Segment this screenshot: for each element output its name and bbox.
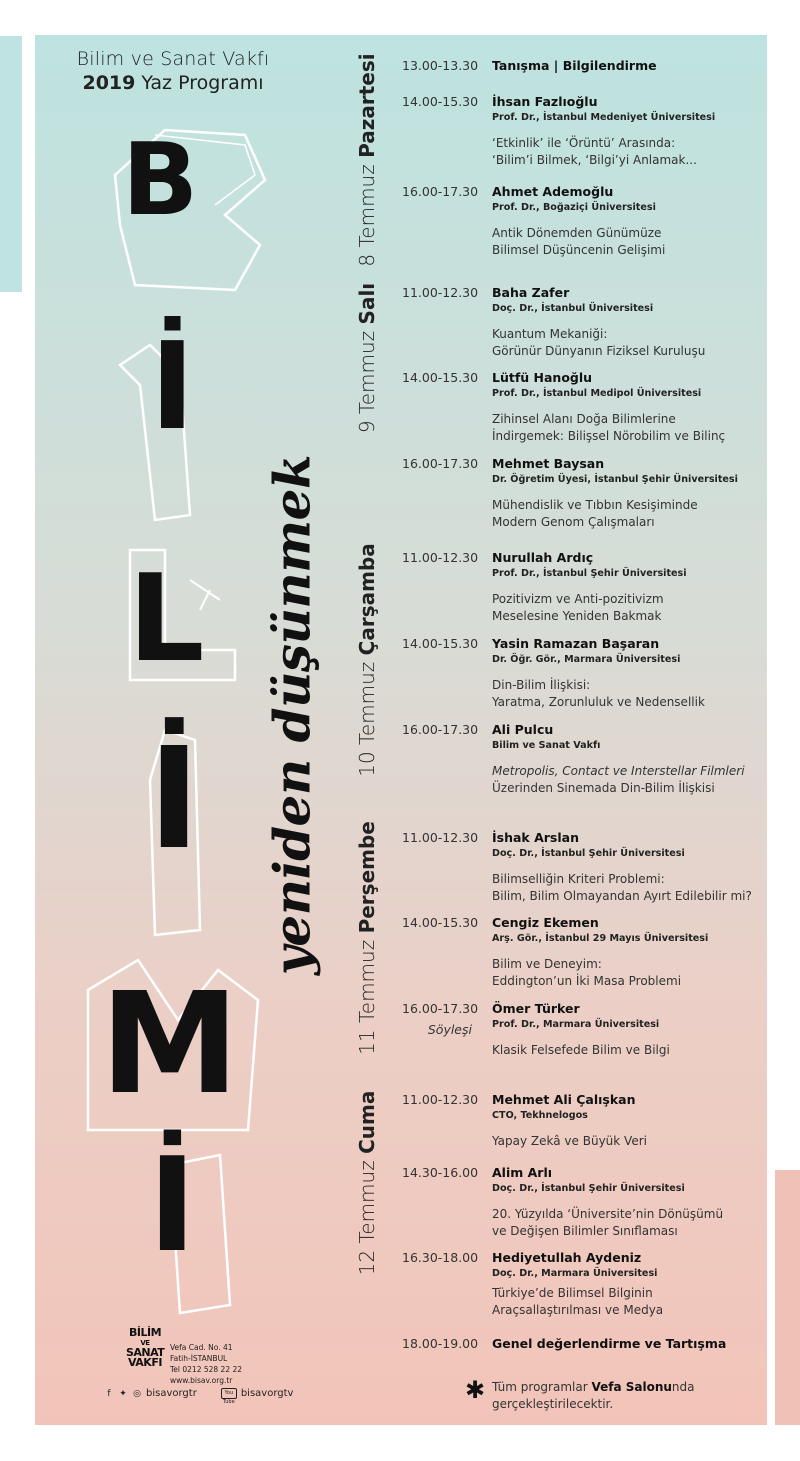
letter-m: M <box>100 963 240 1126</box>
session-item <box>492 1001 762 1059</box>
talk-title-line: Bilim, Bilim Olmayandan Ayırt Edilebilir mi? <box>492 889 752 903</box>
website-link[interactable]: www.bisav.org.tr <box>170 1376 233 1385</box>
speaker-name: Lütfü Hanoğlu <box>492 370 593 385</box>
talk-title-line: Kuantum Mekaniği: <box>492 327 608 341</box>
logo-line: BİLİM <box>128 1326 162 1339</box>
session-item <box>492 1092 762 1150</box>
speaker-affiliation: Prof. Dr., Boğaziçi Üniversitesi <box>492 202 656 213</box>
speaker-name: Baha Zafer <box>492 285 570 300</box>
talk-title: Yapay Zekâ ve Büyük Veri <box>492 1134 647 1148</box>
talk-title-line: Üzerinden Sinemada Din-Bilim İlişkisi <box>492 781 715 795</box>
talk-title-line: Meselesine Yeniden Bakmak <box>492 609 662 623</box>
speaker-name: İshak Arslan <box>492 830 579 845</box>
session-time: 14.00-15.30 <box>402 636 479 651</box>
session-item <box>492 1336 762 1351</box>
day-date: 10 Temmuz <box>355 661 379 777</box>
talk-title <box>492 135 762 169</box>
session-item <box>492 58 762 73</box>
talk-title <box>492 411 762 445</box>
day-weekday: Çarşamba <box>355 543 379 656</box>
talk-title-line: Bilimsel Düşüncenin Gelişimi <box>492 243 666 257</box>
talk-title-line: Yaratma, Zorunluluk ve Nedensellik <box>492 695 705 709</box>
instagram-icon[interactable]: ◎ <box>133 1388 141 1399</box>
left-accent-strip <box>0 36 22 292</box>
session-time: 14.30-16.00 <box>402 1165 479 1180</box>
speaker-name: Mehmet Baysan <box>492 456 605 471</box>
talk-title-line: ‘Etkinlik’ ile ‘Örüntü’ Arasında: <box>492 136 676 150</box>
facebook-icon[interactable]: f <box>107 1388 111 1399</box>
talk-title <box>492 225 762 259</box>
youtube-handle[interactable]: bisavorgtv <box>240 1388 294 1399</box>
talk-title-line: ve Değişen Bilimler Sınıflaması <box>492 1224 678 1238</box>
talk-title <box>492 956 762 990</box>
day-label-friday <box>355 1091 379 1276</box>
session-item <box>492 184 762 259</box>
speaker-name: Ahmet Ademoğlu <box>492 184 614 199</box>
talk-title: Klasik Felsefede Bilim ve Bilgi <box>492 1043 670 1057</box>
speaker-name: İhsan Fazlıoğlu <box>492 94 598 109</box>
address-line: Vefa Cad. No. 41 <box>170 1343 233 1352</box>
address-line: Fatih-İSTANBUL <box>170 1354 228 1363</box>
session-item <box>492 830 762 905</box>
letter-i1: İ <box>150 318 195 457</box>
session-time <box>402 1001 478 1037</box>
speaker-affiliation: Doç. Dr., İstanbul Şehir Üniversitesi <box>492 848 685 859</box>
talk-title-line: Bilimselliğin Kriteri Problemi: <box>492 872 665 886</box>
footnote-text: Tüm programlar <box>492 1380 592 1394</box>
talk-title <box>492 871 762 905</box>
talk-title-line: Din-Bilim İlişkisi: <box>492 678 591 692</box>
talk-title-line: 20. Yüzyılda ‘Üniversite’nin Dönüşümü <box>492 1207 724 1221</box>
session-time: 13.00-13.30 <box>402 58 479 73</box>
program-year: 2019 <box>82 72 136 94</box>
day-date: 9 Temmuz <box>355 330 379 434</box>
session-time: 11.00-12.30 <box>402 830 479 845</box>
foundation-logo <box>126 1328 164 1368</box>
session-item <box>492 456 762 531</box>
session-name: Tanışma | Bilgilendirme <box>492 58 657 73</box>
session-item <box>492 722 762 797</box>
program-header <box>48 48 298 94</box>
session-time: 16.00-17.30 <box>402 184 479 199</box>
talk-title-line: Türkiye’de Bilimsel Bilginin <box>492 1286 653 1300</box>
talk-title-line: İndirgemek: Bilişsel Nörobilim ve Bilinç <box>492 429 726 443</box>
speaker-name: Hediyetullah Aydeniz <box>492 1250 642 1265</box>
session-time: 11.00-12.30 <box>402 550 479 565</box>
session-item <box>492 1165 762 1240</box>
twitter-icon[interactable]: ✦ <box>119 1388 127 1399</box>
day-date: 11 Temmuz <box>355 939 379 1055</box>
talk-title-line: Eddington’un İki Masa Problemi <box>492 974 682 988</box>
talk-title-line: Modern Genom Çalışmaları <box>492 515 655 529</box>
talk-title <box>492 763 762 797</box>
day-date: 8 Temmuz <box>355 164 379 267</box>
session-time: 16.30-18.00 <box>402 1250 479 1265</box>
talk-title-line: Metropolis, Contact ve Interstellar Filmleri <box>492 764 745 778</box>
talk-title-line: Zihinsel Alanı Doğa Bilimlerine <box>492 412 676 426</box>
session-time: 11.00-12.30 <box>402 1092 479 1107</box>
speaker-affiliation: Prof. Dr., İstanbul Şehir Üniversitesi <box>492 568 687 579</box>
letter-i3: İ <box>148 1129 197 1281</box>
session-item <box>492 636 762 711</box>
session-item <box>492 550 762 625</box>
session-name: Genel değerlendirme ve Tartışma <box>492 1336 727 1351</box>
contact-info <box>170 1342 242 1386</box>
speaker-affiliation: Dr. Öğr. Gör., Marmara Üniversitesi <box>492 654 681 665</box>
day-weekday: Pazartesi <box>355 53 379 158</box>
speaker-affiliation: Bilim ve Sanat Vakfı <box>492 740 601 751</box>
session-time: 14.00-15.30 <box>402 94 479 109</box>
day-date: 12 Temmuz <box>355 1160 379 1276</box>
session-time: 11.00-12.30 <box>402 285 479 300</box>
tagline: yeniden düşünmek <box>262 454 322 976</box>
speaker-affiliation: Prof. Dr., İstanbul Medeniyet Üniversitesi <box>492 112 716 123</box>
speaker-affiliation: Doç. Dr., İstanbul Üniversitesi <box>492 303 654 314</box>
day-label-tuesday <box>355 283 379 433</box>
phone-number: Tel 0212 528 22 22 <box>170 1365 243 1374</box>
talk-title <box>492 677 762 711</box>
logo-line: VE <box>140 1339 150 1347</box>
right-accent-strip <box>775 1170 800 1425</box>
speaker-affiliation: Arş. Gör., İstanbul 29 Mayıs Üniversitesi <box>492 933 709 944</box>
session-item <box>492 370 762 445</box>
speaker-name: Nurullah Ardıç <box>492 550 594 565</box>
talk-title <box>492 326 762 360</box>
speaker-name: Ömer Türker <box>492 1001 580 1016</box>
venue-name: Vefa Salonu <box>591 1380 672 1394</box>
speaker-name: Yasin Ramazan Başaran <box>492 636 660 651</box>
speaker-affiliation: Prof. Dr., İstanbul Medipol Üniversitesi <box>492 388 702 399</box>
session-time: 16.00-17.30 <box>402 722 479 737</box>
talk-title-line: Bilim ve Deneyim: <box>492 957 602 971</box>
day-label-thursday <box>355 821 379 1055</box>
program-title-rest: Yaz Programı <box>141 72 264 94</box>
footnote-text: nda gerçekleştirilecektir. <box>492 1380 695 1411</box>
day-weekday: Cuma <box>355 1090 379 1154</box>
talk-title <box>492 497 762 531</box>
speaker-name: Alim Arlı <box>492 1165 553 1180</box>
talk-title <box>492 591 762 625</box>
talk-title-line: Antik Dönemden Günümüze <box>492 226 662 240</box>
logo-line: VAKFI <box>128 1356 162 1369</box>
talk-title <box>492 1206 762 1240</box>
letter-l: L <box>128 550 205 689</box>
speaker-name: Cengiz Ekemen <box>492 915 599 930</box>
speaker-affiliation: Doç. Dr., İstanbul Şehir Üniversitesi <box>492 1183 685 1194</box>
session-time-text: 16.00-17.30 <box>402 1001 479 1016</box>
program-title <box>48 72 298 94</box>
speaker-name: Mehmet Ali Çalışkan <box>492 1092 636 1107</box>
day-label-monday <box>355 53 379 266</box>
organization-name: Bilim ve Sanat Vakfı <box>76 48 270 70</box>
day-weekday: Salı <box>355 282 379 325</box>
social-handle[interactable]: bisavorgtr <box>146 1388 197 1399</box>
venue-footnote <box>492 1379 752 1413</box>
letter-b: B <box>122 121 199 238</box>
talk-title-line: Mühendislik ve Tıbbın Kesişiminde <box>492 498 698 512</box>
talk-title <box>492 1285 762 1319</box>
day-label-wednesday <box>355 543 379 777</box>
session-item <box>492 94 762 169</box>
session-time: 16.00-17.30 <box>402 456 479 471</box>
social-links <box>104 1388 294 1405</box>
session-time: 14.00-15.30 <box>402 915 479 930</box>
asterisk-icon: ✱ <box>465 1376 486 1404</box>
talk-title-line: Araçsallaştırılması ve Medya <box>492 1303 664 1317</box>
speaker-affiliation: CTO, Tekhnelogos <box>492 1110 588 1121</box>
speaker-affiliation: Prof. Dr., Marmara Üniversitesi <box>492 1019 660 1030</box>
speaker-name: Ali Pulcu <box>492 722 554 737</box>
letter-i2: İ <box>148 718 201 881</box>
session-item <box>492 1250 762 1319</box>
speaker-affiliation: Doç. Dr., Marmara Üniversitesi <box>492 1268 658 1279</box>
youtube-icon[interactable]: You Tube <box>221 1388 237 1399</box>
session-time: 18.00-19.00 <box>402 1336 479 1351</box>
talk-title-line: Pozitivizm ve Anti-pozitivizm <box>492 592 664 606</box>
day-weekday: Perşembe <box>355 821 379 934</box>
session-time: 14.00-15.30 <box>402 370 479 385</box>
talk-title-line: ‘Bilim’i Bilmek, ‘Bilgi’yi Anlamak... <box>492 153 697 167</box>
session-item <box>492 285 762 360</box>
session-note: Söyleşi <box>427 1022 472 1037</box>
logo-line: SANAT <box>126 1346 165 1359</box>
session-item <box>492 915 762 990</box>
talk-title-line: Görünür Dünyanın Fiziksel Kuruluşu <box>492 344 706 358</box>
speaker-affiliation: Dr. Öğretim Üyesi, İstanbul Şehir Üniversitesi <box>492 474 738 485</box>
